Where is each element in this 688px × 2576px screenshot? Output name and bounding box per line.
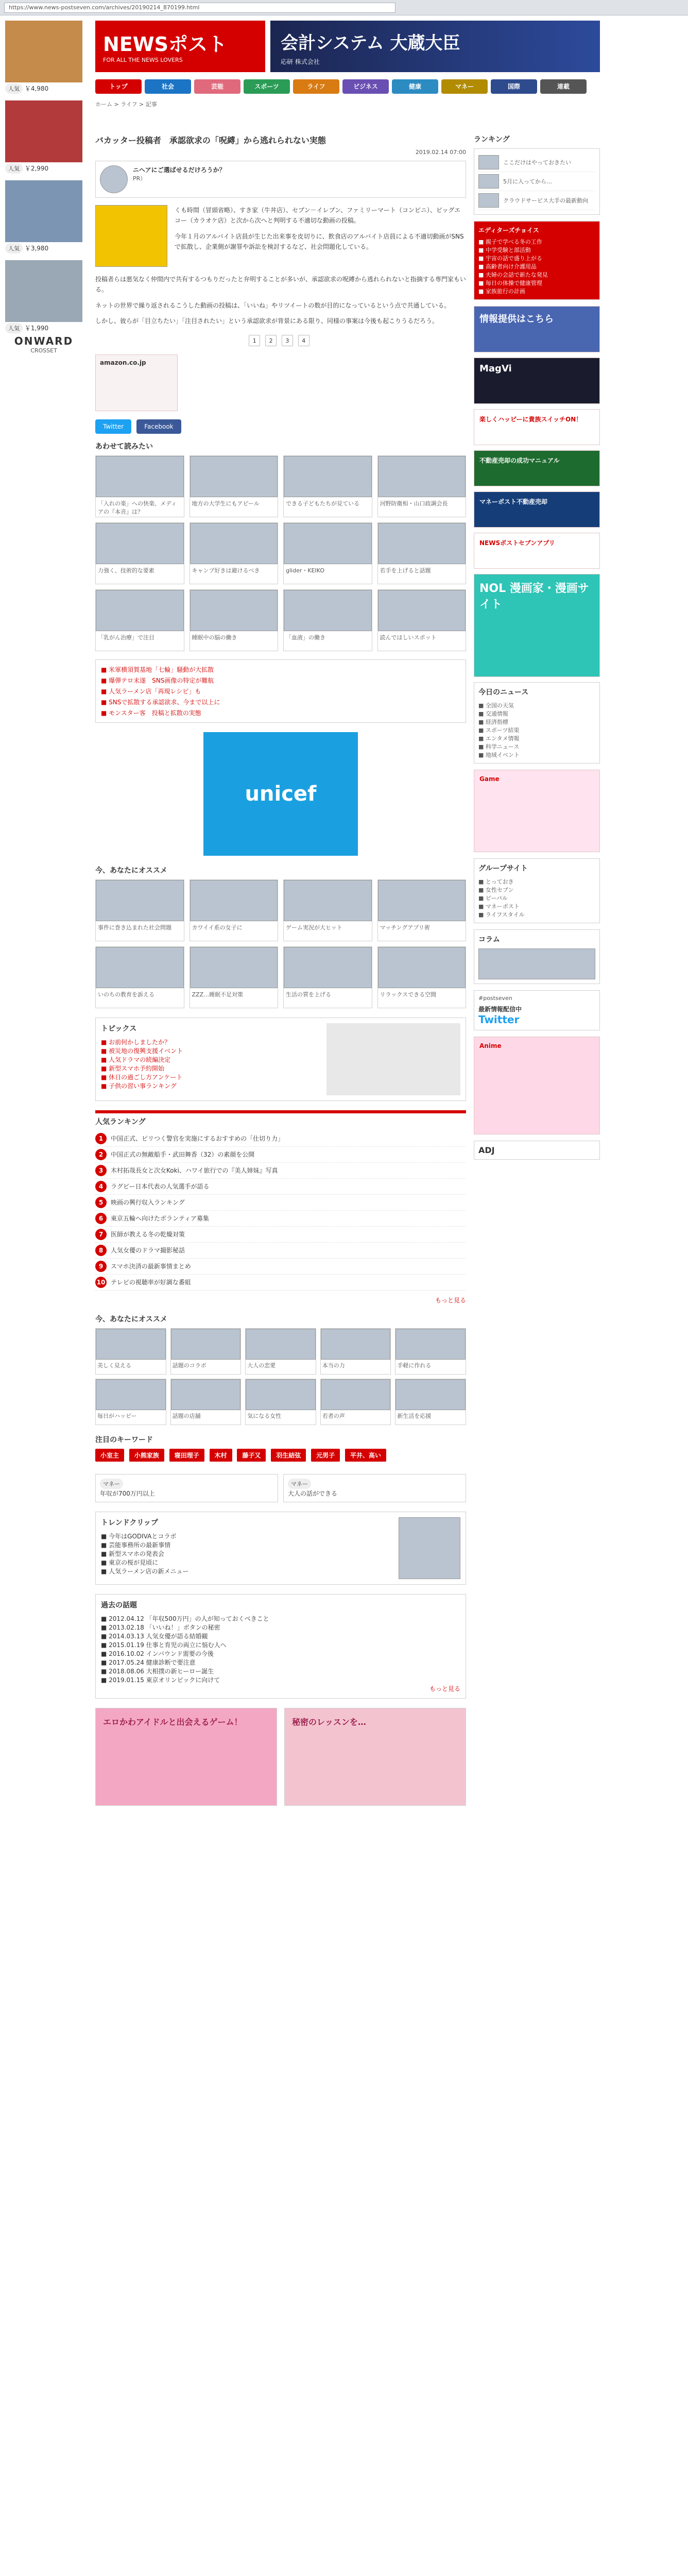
topics-box [95,1018,466,1101]
group-item[interactable]: ■ 女性セブン [478,887,514,893]
news-list-item[interactable]: ■ 科学ニュース [478,743,520,750]
author-box [95,161,466,198]
ad-app[interactable]: NEWSポストセブンアプリ [474,533,600,569]
trending-title: トレンドクリップ [101,1518,158,1527]
group-item[interactable]: ■ マネーポスト [478,903,520,910]
breadcrumb: ホーム > ライフ > 記事 [95,101,157,108]
news-list-item[interactable]: ■ 経済指標 [478,719,508,725]
keyword-link[interactable]: ■ 米軍横須賀基地「七輪」騒動が大拡散 [101,666,214,673]
tile[interactable]: 大人の恋愛 [245,1328,316,1375]
keyword-link[interactable]: ■ 爆弾テロ未遂 SNS画像の特定が難航 [101,676,214,684]
recommend-grid [95,879,466,1008]
page-1[interactable]: 1 [249,335,260,346]
topic-link[interactable]: ■ 人気ドラマの続編決定 [101,1056,171,1063]
facebook-share-button[interactable]: Facebook [136,419,181,434]
news-list-item[interactable]: ■ 地域イベント [478,752,520,758]
group-item[interactable]: ■ とっておき [478,878,514,885]
topic-link[interactable]: ■ 子供の習い事ランキング [101,1082,177,1090]
bag-1[interactable] [5,21,82,82]
editor-item[interactable]: ■ 中学受験と部活動 [478,247,531,253]
keyword-tag[interactable]: 羽生結弦 [271,1449,306,1462]
tab-entertainment[interactable]: 芸能 [194,79,240,94]
sidebar-ranking-title: ランキング [474,135,510,144]
top-banner-ad[interactable]: 会計システム 大蔵大臣 応研 株式会社 [270,21,600,72]
tab-money[interactable]: マネー [441,79,488,94]
keyword-tag[interactable]: 藤子又 [237,1449,266,1462]
trending-item[interactable]: ■ 人気ラーメン店の新メニュー [101,1567,189,1575]
tile[interactable]: 新生活を応援 [395,1379,466,1425]
related-grid [95,455,466,651]
ranking-title: 人気ランキング [95,1117,146,1126]
tab-health[interactable]: 健康 [392,79,438,94]
ad-moneypost[interactable]: マネーポスト不動産売却 [474,492,600,528]
pagination [95,335,466,346]
ranking-list [95,1131,466,1291]
archive-item[interactable]: ■ 2014.03.13 人気女優が語る結婚観 [101,1632,208,1640]
browser-bar [0,0,688,15]
topic-link[interactable]: ■ 休日の過ごし方アンケート [101,1073,183,1081]
ranking-item[interactable]: 3 木村拓哉長女と次女Koki、ハワイ旅行での『美人姉妹』写真 [95,1163,466,1179]
recommend-item[interactable]: ZZZ…睡眠不足対策 [190,946,279,1008]
sidebar-news-item[interactable]: ここだけはやっておきたい [478,153,595,172]
bag-3-tag: 人気 ￥3,980 [5,243,48,253]
ranking-item[interactable]: 7 医師が教える冬の乾燥対策 [95,1227,466,1243]
trending-image[interactable] [399,1517,460,1579]
ad-info[interactable]: 情報提供はこちら [474,306,600,352]
page-3[interactable]: 3 [282,335,293,346]
related-item[interactable]: 「血液」の働き [283,589,372,651]
author-sub: PR） [133,175,146,182]
recommend-title: 今、あなたにオススメ [95,866,167,875]
bag-1-tag: 人気 ￥4,980 [5,83,48,94]
sidebar-news-item[interactable]: 5月に入ってから… [478,172,595,191]
tile[interactable]: 美しく見える [95,1328,166,1375]
archive-item[interactable]: ■ 2012.04.12 「年収500万円」の人が知っておくべきこと [101,1615,269,1622]
archive-item[interactable]: ■ 2018.08.06 大相撲の新ヒーロー誕生 [101,1667,214,1675]
tab-society[interactable]: 社会 [145,79,191,94]
ranking-item[interactable]: 2 中国正式の無敵船手・武田舞香（32）の素顔を公開 [95,1147,466,1163]
tiles-title: 今、あなたにオススメ [95,1315,167,1324]
tab-series[interactable]: 連載 [540,79,587,94]
tab-top[interactable]: トップ [95,79,142,94]
article-p2: 今年１月のアルバイト店員が生じた出来事を皮切りに、飲食店のアルバイト店員による不適切動画がSNSで拡散し、企業側が謝罪や訴訟を検討するなど、社会問題化している。 [175,232,464,251]
related-item[interactable]: 若手を上げると話題 [377,522,467,584]
recommend-item[interactable]: 生活の質を上げる [283,946,372,1008]
ranking-item[interactable]: 8 人気女優のドラマ撮影秘話 [95,1243,466,1259]
article-date: 2019.02.14 07:00 [415,149,466,156]
keyword-links [95,659,466,723]
author-avatar [100,165,128,193]
article-p1: くも時間（冒頭省略）、すき家（牛丼店）、セブン－イレブン、ファミリーマート（コンビニ）、ビッグエコー（カラオケ店）と次から次へと判明する不適切な動画の投稿。 [175,207,461,225]
brand[interactable]: ONWARD CROSSET [14,335,74,354]
tile[interactable]: 毎日がハッピー [95,1379,166,1425]
tile[interactable]: 話題のコラボ [170,1328,242,1375]
recommend-item[interactable]: 事件に巻き込まれた社会問題 [95,879,184,941]
ranking-item[interactable]: 4 ラグビー日本代表の人気選手が語る [95,1179,466,1195]
ad-nol[interactable]: NOL 漫画家・漫画サイト [474,574,600,677]
recommend-item[interactable]: ゲーム実況が大ヒット [283,879,372,941]
keyword-tag[interactable]: 木村 [210,1449,232,1462]
related-item[interactable]: できる子どもたちが見ている [283,455,372,517]
bag-4-tag: 人気 ￥1,990 [5,323,48,333]
trending-item[interactable]: ■ 芸能事務所の最新事情 [101,1541,171,1549]
editor-item[interactable]: ■ 高齢者向け介護用品 [478,263,537,270]
tile[interactable]: 話題の店舗 [170,1379,242,1425]
category-nav [95,79,600,112]
news-list-item[interactable]: ■ スポーツ結果 [478,727,520,734]
share-buttons [95,419,466,434]
trending-item[interactable]: ■ 東京の桜が見頃に [101,1558,159,1566]
news-list-item[interactable]: ■ 全国の天気 [478,702,514,709]
editor-item[interactable]: ■ 親子で学べる冬の工作 [478,239,542,245]
tile[interactable]: 手軽に作れる [395,1328,466,1375]
bag-2[interactable] [5,100,82,162]
related-item[interactable]: 「入れの楽」への快楽、メディアの『本音』は？ [95,455,184,517]
ranking-item[interactable]: 1 中国正式、ピリつく警官を実施にするおすすめの「仕切り力」 [95,1131,466,1147]
ranking-item[interactable]: 10 テレビの視聴率が好調な番組 [95,1275,466,1291]
article-image[interactable] [95,205,167,267]
archive-item[interactable]: ■ 2015.01.19 仕事と育児の両立に悩む人へ [101,1641,227,1649]
ranking-more[interactable]: もっと見る [435,1296,466,1304]
archive-more[interactable]: もっと見る [429,1685,460,1692]
tile[interactable]: 本当の力 [320,1328,391,1375]
article-p5: しかし、彼らが「目立ちたい」「注目されたい」という承認欲求が背景にある限り、同様の事案は今後も起こりうるだろう。 [95,317,439,325]
twitter-share-button[interactable]: Twitter [95,419,131,434]
page-4[interactable]: 4 [298,335,309,346]
editor-choice: エディターズチョイス ■ 親子で学べる冬の工作 ■ 中学受験と部活動 ■ 宇宙の話で盛り上がる ■ 高齢者向け介護用品 ■ 夫婦の会話で新たな発見 ■ 毎日の体操で健康管理 ■ 家族旅行の計画 [474,221,600,300]
related-item[interactable]: 「乳がん治療」で注目 [95,589,184,651]
article [95,134,466,1815]
topics-title: トピックス [101,1024,137,1033]
group-item[interactable]: ■ ビーパル [478,895,508,902]
site-logo[interactable]: NEWSポスト FOR ALL THE NEWS LOVERS [95,21,265,72]
news-list [474,682,600,764]
keyword-tag[interactable]: 寝田理子 [169,1449,204,1462]
tab-sports[interactable]: スポーツ [244,79,290,94]
recommend-item[interactable]: カワイイ系の女子に [190,879,279,941]
tab-life[interactable]: ライフ [293,79,339,94]
topic-link[interactable]: ■ お前何かしましたか？ [101,1038,171,1046]
archive-item[interactable]: ■ 2017.05.24 健康診断で要注意 [101,1658,196,1666]
tile[interactable]: 若者の声 [320,1379,391,1425]
tile[interactable]: 気になる女性 [245,1379,316,1425]
related-item[interactable]: 読んでほしいスポット [377,589,467,651]
related-item[interactable]: 地方の大学生にもアピール [190,455,279,517]
author-name: ニヘアにご選ばせるだけろうか？ [133,166,226,174]
sidebar-news-item[interactable]: クラウドサービス大手の最新動向 [478,191,595,210]
keyword-tags [95,1449,466,1465]
ad-anime[interactable]: Anime [474,1037,600,1134]
related-item[interactable]: 河野防衛相・山口政調会長 [377,455,467,517]
bottom-ad[interactable]: 秘密のレッスンを… [284,1708,466,1806]
related-item[interactable]: キャンプ好きは避けるべき [190,522,279,584]
editor-item[interactable]: ■ 夫婦の会話で新たな発見 [478,272,548,278]
archive-item[interactable]: ■ 2013.02.18 「いいね！」ボタンの秘密 [101,1623,220,1631]
recommend-item[interactable]: リラックスできる空間 [377,946,467,1008]
ranking-item[interactable]: 6 東京五輪へ向けたボランティア募集 [95,1211,466,1227]
article-p4: ネットの世界で繰り返されるこうした動画の投稿は、「いいね」やリツイートの数が目的になっているという点で共通している。 [95,301,451,309]
ranking-bar [95,1110,466,1113]
news-list-item[interactable]: ■ 交通情報 [478,710,508,717]
bag-4[interactable] [5,260,82,322]
group-title: グループサイト [478,865,528,873]
bag-2-tag: 人気 ￥2,990 [5,163,48,174]
keyword-tag[interactable]: 元男子 [311,1449,340,1462]
group-sites [474,858,600,923]
ranking-item[interactable]: 9 スマホ決済の最新事情まとめ [95,1259,466,1275]
topic-link[interactable]: ■ 被災地の復興支援イベント [101,1047,183,1055]
keyword-tag[interactable]: 小熊家族 [129,1449,164,1462]
news-list-title: 今日のニュース [478,688,529,697]
editor-item[interactable]: ■ 家族旅行の計画 [478,288,525,295]
ad-game[interactable]: Game [474,770,600,852]
keyword-tag[interactable]: 小室主 [95,1449,124,1462]
tab-business[interactable]: ビジネス [342,79,389,94]
bottom-ad[interactable]: エロかわアイドルと出会えるゲーム！ [95,1708,277,1806]
trending-item[interactable]: ■ 新型スマホの発表会 [101,1550,164,1557]
article-title: バカッター投稿者 承認欲求の「呪縛」から逃れられない実態 [95,135,326,145]
ranking-item[interactable]: 5 映画の興行収入ランキング [95,1195,466,1211]
money-links [95,1474,466,1502]
editor-item[interactable]: ■ 宇宙の話で盛り上がる [478,255,542,262]
sidebar [474,134,600,1160]
adj-box: ADJ [474,1141,600,1160]
trending-item[interactable]: ■ 今年はGODIVAとコラボ [101,1532,177,1540]
news-list-item[interactable]: ■ エンタメ情報 [478,735,520,742]
related-item[interactable]: 力強く、技術的な要素 [95,522,184,584]
topic-ad[interactable] [326,1023,460,1095]
money-card[interactable]: マネー 年収が700万円以上 [95,1474,278,1502]
related-item[interactable]: 睡眠中の脳の働き [190,589,279,651]
keyword-tag[interactable]: 平井、高い [345,1449,386,1462]
tiles-grid [95,1328,466,1425]
editor-item[interactable]: ■ 毎日の体操で健康管理 [478,280,542,286]
keyword-link[interactable]: ■ 人気ラーメン店「再現レシピ」も [101,687,201,695]
twitter-box: #postseven 最新情報配信中 Twitter [474,990,600,1030]
topic-link[interactable]: ■ 新型スマホ予約開始 [101,1064,164,1072]
bottom-ads [95,1708,466,1806]
amazon-ad[interactable]: amazon.co.jp [95,354,178,411]
related-item[interactable]: glider・KEIKO [283,522,372,584]
keyword-link[interactable]: ■ モンスター客 投稿と拡散の実態 [101,709,201,717]
article-p3: 投稿者らは悪気なく仲間内で共有するつもりだったと弁明することが多いが、承認欲求の呪縛から逃れられないと指摘する専門家もいる。 [95,276,466,294]
ad-happy[interactable]: 楽しくハッピーに貴族スイッチON！ [474,409,600,445]
sidebar-news [474,148,600,215]
keywords-title: 注目のキーワード [95,1435,153,1444]
group-item[interactable]: ■ ライフスタイル [478,911,525,918]
tab-international[interactable]: 国際 [491,79,537,94]
bag-3[interactable] [5,180,82,242]
related-title: あわせて読みたい [95,442,153,451]
recommend-item[interactable]: マッチングアプリ術 [377,879,467,941]
address-bar[interactable]: https://www.news-postseven.com/archives/20190214_870199.html [4,3,395,13]
ad-magvi[interactable]: MagVi [474,358,600,404]
keyword-link[interactable]: ■ SNSで拡散する承認欲求、今まで以上に [101,698,220,706]
unicef-ad[interactable]: unicef [203,732,358,856]
archive-title: 過去の話題 [101,1601,137,1609]
archive-item[interactable]: ■ 2019.01.15 東京オリンピックに向けて [101,1676,220,1684]
ad-realestate[interactable]: 不動産売却の成功マニュアル [474,450,600,486]
page-2[interactable]: 2 [265,335,277,346]
recommend-item[interactable]: いのちの教育を訴える [95,946,184,1008]
trending-box [95,1512,466,1585]
archive-item[interactable]: ■ 2016.10.02 インバウンド需要の今後 [101,1650,214,1657]
archive-box [95,1594,466,1699]
column-box: コラム [474,929,600,984]
money-card[interactable]: マネー 大人の話ができる [283,1474,466,1502]
